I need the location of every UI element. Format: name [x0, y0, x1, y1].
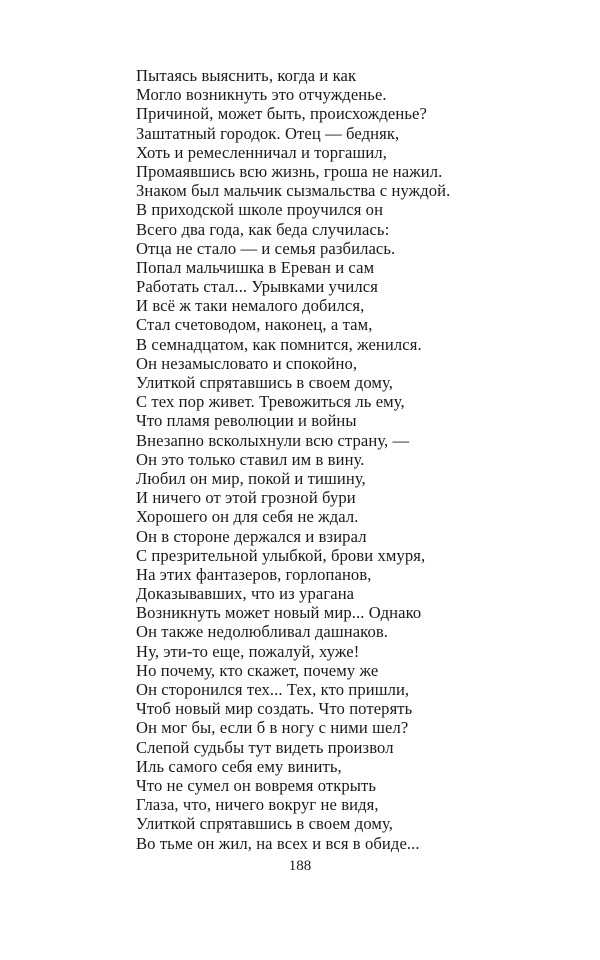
poem-line: Чтоб новый мир создать. Что потерять: [136, 699, 413, 719]
poem-line: Всего два года, как беда случилась:: [136, 219, 390, 239]
poem-line: Во тьме он жил, на всех и вся в обиде...: [136, 833, 420, 853]
poem-line: Слепой судьбы тут видеть произвол: [136, 737, 394, 757]
poem-line: Стал счетоводом, наконец, а там,: [136, 315, 373, 335]
poem-line: На этих фантазеров, горлопанов,: [136, 564, 372, 584]
poem-line: Ну, эти-то еще, пожалуй, хуже!: [136, 641, 360, 661]
poem-line: Доказывавших, что из урагана: [136, 584, 355, 604]
page-number: 188: [288, 858, 312, 874]
poem-line: Хоть и ремесленничал и торгашил,: [136, 142, 388, 162]
poem-line: С тех пор живет. Тревожиться ль ему,: [136, 392, 405, 412]
poem-line: Любил он мир, покой и тишину,: [136, 468, 366, 488]
poem-line: Улиткой спрятавшись в своем дому,: [136, 814, 393, 834]
poem-line: Он в стороне держался и взирал: [136, 526, 367, 546]
poem-line: Он сторонился тех... Тех, кто пришли,: [136, 680, 410, 699]
poem-line: Пытаясь выяснить, когда и как: [136, 66, 357, 85]
poem-line: Промаявшись всю жизнь, гроша не нажил.: [136, 161, 443, 181]
poem-line: Заштатный городок. Отец — бедняк,: [136, 123, 400, 143]
poem-line: Возникнуть может новый мир... Однако: [136, 603, 422, 623]
poem-line: Он также недолюбливал дашнаков.: [136, 622, 389, 642]
poem-line: Он незамысловато и спокойно,: [136, 353, 358, 373]
poem-line: Знаком был мальчик сызмальства с нуждой.: [136, 181, 451, 201]
poem-line: Но почему, кто скажет, почему же: [136, 660, 379, 680]
poem-line: Он это только ставил им в вину.: [136, 449, 365, 469]
poem-text: [136, 66, 536, 853]
poem-line: Что пламя революции и войны: [136, 411, 357, 431]
poem-line: Могло возникнуть это отчужденье.: [136, 85, 387, 105]
poem-line: Попал мальчишка в Ереван и сам: [136, 257, 375, 277]
poem-line: Улиткой спрятавшись в своем дому,: [136, 373, 393, 392]
poem-line: И ничего от этой грозной бури: [136, 488, 356, 508]
poem-line: Он мог бы, если б в ногу с ними шел?: [136, 718, 409, 738]
poem-line: Внезапно всколыхнули всю страну, —: [136, 430, 410, 450]
poem-line: Причиной, может быть, происхожденье?: [136, 104, 427, 124]
poem-line: В семнадцатом, как помнится, женился.: [136, 334, 422, 354]
poem-line: Работать стал... Урывками учился: [136, 277, 378, 297]
poem-line: Иль самого себя ему винить,: [136, 756, 342, 776]
poem-line: В приходской школе проучился он: [136, 200, 384, 220]
poem-line: Хорошего он для себя не ждал.: [136, 507, 359, 527]
poem-line: Глаза, что, ничего вокруг не видя,: [136, 795, 379, 815]
poem-line: С презрительной улыбкой, брови хмуря,: [136, 545, 426, 565]
poem-line: Что не сумел он вовремя открыть: [136, 775, 377, 795]
poem-line: И всё ж таки немалого добился,: [136, 296, 365, 316]
poem-line: Отца не стало — и семья разбилась.: [136, 238, 396, 258]
